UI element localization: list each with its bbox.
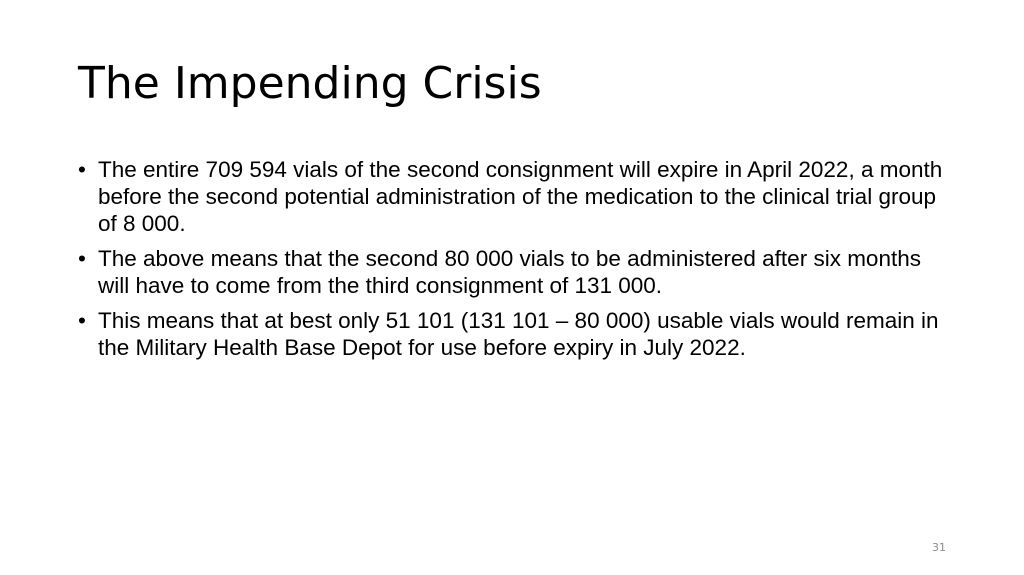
bullet-icon: • [78,308,86,333]
bullet-item [78,245,958,299]
bullet-text: This means that at best only 51 101 (131 101 – 80 000) usable vials would remain in the Military Health Base Depot for use before expiry in July 2022. [98,308,939,360]
bullet-item [78,156,958,237]
page-number: 31 [932,541,946,554]
slide-title: The Impending Crisis [78,58,542,109]
bullet-text: The above means that the second 80 000 vials to be administered after six months will have to come from the third consignment of 131 000. [98,246,921,298]
bullet-list [78,156,958,369]
bullet-icon: • [78,157,86,182]
bullet-text: The entire 709 594 vials of the second consignment will expire in April 2022, a month before the second potential administration of the medication to the clinical trial group of 8 000. [98,157,943,236]
bullet-icon: • [78,246,86,271]
bullet-item [78,307,958,361]
